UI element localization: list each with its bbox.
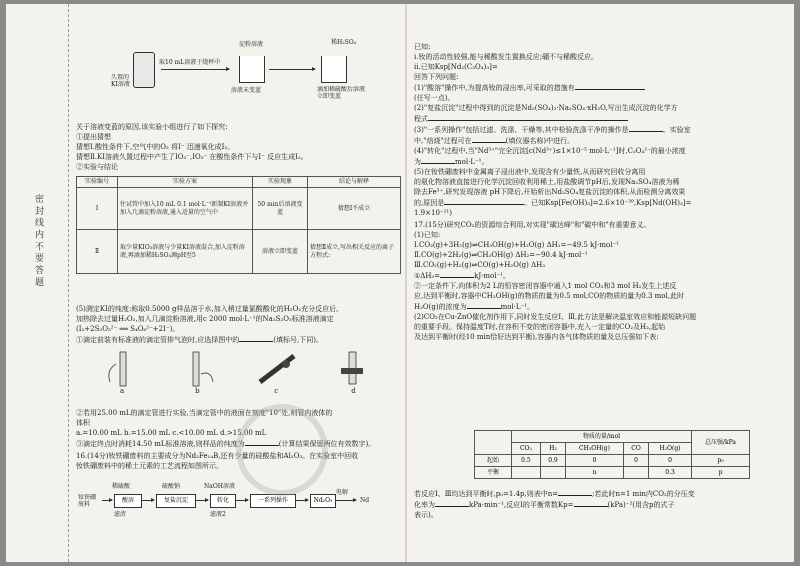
answer-blank[interactable] <box>575 82 645 90</box>
flow-step: 酸溶 <box>114 494 142 508</box>
text-line: (任写一点)。 <box>414 94 455 102</box>
arrow-icon <box>142 500 154 501</box>
burette-option-b <box>173 350 227 394</box>
flow-step: 转化 <box>210 494 236 508</box>
text-line: 的重要手段。保持温度T时,在容积不变的密闭容器中,充入一定量的CO₂及H₂,起始 <box>414 323 666 331</box>
text-line: (1)"酸溶"操作中,为提高钕的浸出率,可采取的措施有 <box>414 84 575 92</box>
watermark-icon <box>236 404 328 496</box>
beaker1-label: 溶液未变蓝 <box>231 87 262 94</box>
flow-feed: 钕铁硼废料 <box>78 494 97 508</box>
table-cell: 0 <box>649 455 692 467</box>
text-line: ⅰ.钕的活动性较强,能与稀酸发生置换反应;硼不与稀酸反应。 <box>414 53 599 61</box>
answer-blank[interactable] <box>444 197 524 205</box>
beaker2-label: 滴加稀硫酸后溶液立即变蓝 <box>317 86 365 100</box>
flow-reagent: 硫酸钠 <box>162 483 181 490</box>
table-header: H₂O(g) <box>649 443 692 455</box>
table-row <box>475 467 750 479</box>
table-cell <box>623 467 648 479</box>
table-cell: 溶液立即变蓝 <box>253 230 308 274</box>
table-cell: 0 <box>566 455 624 467</box>
table-cell: 往试管中加入10 mL 0.1 mol·L⁻¹新制KI溶液并加入几滴淀粉溶液,通入适量的空气中 <box>118 188 253 230</box>
table-cell: 0 <box>623 455 648 467</box>
table-row <box>475 455 750 467</box>
text-line: ②实验与结论 <box>76 163 118 171</box>
bottle-label: 久置的KI溶液 <box>111 74 130 88</box>
text-line: (填标号,下同)。 <box>273 336 323 344</box>
text-line: ①ΔH₃= <box>414 272 441 280</box>
text-line: ;若此时n=1 min内CO₂的分压变 <box>592 490 695 498</box>
question-16-cont <box>414 42 786 342</box>
table-cell: Ⅱ <box>77 230 118 274</box>
table-header: 总压强/kPa <box>691 431 749 455</box>
table-header: CO₂ <box>512 443 541 455</box>
text-line: 的氨化物溶液直接进行化学沉淀回收利用稀土,用盐酸调节pH后,发现Na₂SO₄溶液为稀 <box>414 178 680 186</box>
text-line: Ⅱ.CO(g)+2H₂(g)⇌CH₃OH(g) ΔH₂=−90.4 kJ·mol⁻¹ <box>414 251 588 259</box>
question-intro <box>76 122 401 172</box>
table-cell: p <box>691 467 749 479</box>
text-line: (计算结果保留两位有效数字)。 <box>278 440 376 448</box>
table-cell: 平衡 <box>475 467 512 479</box>
text-line: ①滴定前装有标准液的滴定管排气泡时,应选择图中的 <box>76 336 240 344</box>
table-cell: Ⅰ <box>77 188 118 230</box>
text-line: (4)"转化"过程中,当"Nd³⁺"完全沉淀[c(Nd³⁺)≤1×10⁻⁵ mol·L⁻¹]时,C₂O₄²⁻的最小浓度 <box>414 147 686 155</box>
text-line: 若反应Ⅰ、Ⅲ均达到平衡时,p₀=1.4p,则表中n= <box>414 490 559 498</box>
answer-blank[interactable] <box>428 113 628 121</box>
table-header: 实验编号 <box>77 177 118 188</box>
text-line: 。已知Ksp[Fe(OH)₃]=2.6×10⁻³⁹,Ksp[Nd(OH)₃]= <box>524 199 692 207</box>
text-line: (2)CO₂在Cu-ZnO催化剂作用下,同时发生反应Ⅰ、Ⅲ,此方法是解决温室效应和能源短缺问题 <box>414 313 697 321</box>
text-line: 猜想Ⅰ.酸性条件下,空气中的O₂ 将I⁻ 迅速氧化成I₂。 <box>76 143 235 151</box>
text-line: 应,达到平衡时,容器中CH₃OH(g)的物质的量为0.5 mol,CO的物质的量为0.3 mol,此时 <box>414 292 684 300</box>
arrow-icon <box>296 500 308 501</box>
burette-option-c <box>250 350 304 394</box>
seal-margin <box>6 4 69 562</box>
text-line: (2)"复盐沉淀"过程中得到的沉淀是Nd₂(SO₄)₃·Na₂SO₄·xH₂O,写出生成沉淀的化学方 <box>414 104 678 112</box>
option-label: a <box>120 387 125 395</box>
text-line: 除去Fe³⁺,研究发现溶液 pH下降后,开始析出Nd₂SO₄复盐沉淀的体积,从而检测分离效果 <box>414 188 686 196</box>
table-cell: 取少量KIO₃溶液与少量KI溶液混合,加入淀粉溶液,再滴加稀H₂SO₄调pH至5 <box>118 230 253 274</box>
equilibrium-table <box>474 430 750 479</box>
flow-residue: 滤渣 <box>114 511 127 518</box>
text-line: 钕铁硼废料中的稀土元素的工艺流程如图所示。 <box>76 462 223 470</box>
text-line: 体积 <box>76 419 90 427</box>
table-header-row <box>77 177 401 188</box>
text-line: 为 <box>414 158 421 166</box>
table-header: 实验现象 <box>253 177 308 188</box>
text-line: mol·L⁻¹。 <box>455 158 489 166</box>
burette-option-d <box>327 350 381 394</box>
arrow-icon <box>236 500 248 501</box>
text-line: 化率为 <box>414 501 435 509</box>
experiment-diagram <box>111 34 371 114</box>
option-label: c <box>274 387 279 395</box>
text-line: 关于溶液变蓝的原因,该实验小组进行了如下探究: <box>76 123 228 131</box>
answer-blank[interactable] <box>435 499 469 507</box>
beaker2-icon <box>321 56 347 83</box>
text-line: 1.9×10⁻²¹) <box>414 209 452 217</box>
text-line: a.=10.00 mL b.=15.00 mL c.<10.00 mL d.>15.00 mL <box>76 429 267 437</box>
table-cell <box>475 431 512 455</box>
table-cell: p₀ <box>691 455 749 467</box>
experiment-table <box>76 176 401 274</box>
text-line: ⅱ.已知Ksp[Nd₂(C₂O₄)₃]= <box>414 63 498 71</box>
text-line: 17.(15分)研究CO₂的资源综合利用,对实现"碳达峰"和"碳中和"有重要意义。 <box>414 221 651 229</box>
table-header: CO <box>623 443 648 455</box>
arrow-icon <box>102 500 112 501</box>
right-page <box>406 4 794 562</box>
text-line: (填仪器名称)中进行。 <box>505 137 575 145</box>
seal-text: 密 封 线 内 不 要 答 题 <box>33 194 43 287</box>
text-line: (I₂+2S₂O₃²⁻ ══ S₄O₆²⁻+2I⁻)。 <box>76 325 180 333</box>
table-header: CH₃OH(g) <box>566 443 624 455</box>
text-line: (5)测定KI的纯度:称取0.5000 g样品溶于水,加入稍过量氯酸酸化的H₂O₂充分反应后, <box>76 305 339 313</box>
option-label: d <box>351 387 356 395</box>
text-line: 表示)。 <box>414 511 438 519</box>
table-cell <box>540 467 565 479</box>
text-line: H₂O(g)的浓度为 <box>414 303 467 311</box>
arrow-icon <box>269 69 315 70</box>
text-line: Ⅲ.CO₂(g)+H₂(g)⇌CO(g)+H₂O(g) ΔH₃ <box>414 261 546 269</box>
flow-product: Nd₂O₃ <box>310 494 336 508</box>
text-line: 程式 <box>414 115 428 123</box>
reagent1-label: 淀粉溶液 <box>239 41 264 48</box>
table-header: 结论与解释 <box>308 177 401 188</box>
flow-residue: 滤液2 <box>210 511 226 518</box>
flow-electrolysis: 电解 <box>336 489 349 496</box>
table-header-row <box>475 431 750 443</box>
arrow-icon <box>196 500 208 501</box>
process-flow <box>76 480 401 520</box>
table-cell: 起始 <box>475 455 512 467</box>
text-line: (5)在钕铁硼废料中金属离子浸出液中,发现含有少量铁,从而研究回收分离用 <box>414 168 646 176</box>
answer-blank[interactable] <box>467 301 501 309</box>
answer-blank[interactable] <box>558 488 592 496</box>
arrow-icon <box>336 500 356 501</box>
table-cell: 猜想Ⅱ成立,写出相关反应的离子方程式: <box>308 230 401 274</box>
step1-label: 取10 mL溶液于烧杯中 <box>159 59 221 66</box>
text-line: ③滴定终点时消耗14.50 mL标准溶液,则样品的纯度为 <box>76 440 245 448</box>
flow-step: 一系列操作 <box>250 494 296 508</box>
table-header: 物质的量/mol <box>512 431 692 443</box>
table-cell: 50 min后溶液变蓝 <box>253 188 308 230</box>
text-line: 及达到平衡时(经10 min恰好达到平衡),容器内各气体物质的量及总压强如下表: <box>414 333 659 341</box>
table-cell <box>512 467 541 479</box>
flow-reagent: NaOH溶液 <box>204 483 235 490</box>
table-row <box>77 188 401 230</box>
text-line: (kPa)⁻²(用含p的式子 <box>607 501 675 509</box>
text-line: 猜想Ⅱ.KI溶液久置过程中产生了IO₃⁻,IO₃⁻ 在酸性条件下与I⁻ 反应生成I₂。 <box>76 153 308 161</box>
flow-step: 复盐沉淀 <box>156 494 196 508</box>
table-row <box>77 230 401 274</box>
text-line: (1)已知: <box>414 231 441 239</box>
option-label: b <box>195 387 200 395</box>
answer-blank[interactable] <box>574 499 608 507</box>
text-line: 的,原因是 <box>414 199 445 207</box>
answer-blank[interactable] <box>440 270 474 278</box>
table-cell: n <box>566 467 624 479</box>
answer-blank[interactable] <box>472 135 506 143</box>
burette-options <box>96 350 396 400</box>
text-line: 回答下列问题: <box>414 73 459 81</box>
exam-sheet <box>6 4 794 562</box>
text-line: 。实验室 <box>662 126 691 134</box>
text-line: ②若用25.00 mL的滴定管进行实验,当滴定管中的液面在刻度"10"处,则管内液体的 <box>76 409 333 417</box>
text-line: kJ·mol⁻¹。 <box>474 272 510 280</box>
left-page <box>6 4 406 562</box>
reagent-bottle-icon <box>133 52 155 88</box>
arrow-icon <box>161 69 229 70</box>
table-cell: 0.9 <box>540 455 565 467</box>
text-line: Ⅰ.CO₂(g)+3H₂(g)⇌CH₃OH(g)+H₂O(g) ΔH₁=−49.5 kJ·mol⁻¹ <box>414 241 619 249</box>
table-header: H₂ <box>540 443 565 455</box>
table-cell: 0.5 <box>512 455 541 467</box>
answer-blank[interactable] <box>239 334 273 342</box>
text-line: 加热除去过量H₂O₂,加入几滴淀粉溶液,用c 2000 mol·L⁻¹的Na₂S₂O₃标准溶液滴定 <box>76 315 334 323</box>
text-line: 中,"焙烧"过程可在 <box>414 137 472 145</box>
text-line: (3)"一系列操作"包括过滤、洗涤、干燥等,其中检验洗涤干净的操作是 <box>414 126 629 134</box>
answer-blank[interactable] <box>421 156 455 164</box>
text-line: 已知: <box>414 43 431 51</box>
beaker1-icon <box>239 56 265 83</box>
text-line: mol·L⁻¹。 <box>500 303 535 311</box>
table-header: 实验方案 <box>118 177 253 188</box>
table-cell: 0.3 <box>649 467 692 479</box>
text-line: ②一定条件下,向体积为2 L的恒容密闭容器中通入1 mol CO₂和3 mol H₂发生上述反 <box>414 282 677 290</box>
text-line: 16.(14分)钕铁硼废料的主要成分为Nd₂Fe₁₄B,还有少量的硅酸盐和Al₂O₃。在实验室中回收 <box>76 452 359 460</box>
flow-reagent: 稀硫酸 <box>112 483 131 490</box>
burette-option-a <box>96 350 150 394</box>
text-line: kPa·min⁻¹,反应Ⅰ的平衡常数Kp= <box>469 501 574 509</box>
table-cell: 猜想Ⅰ不成立 <box>308 188 401 230</box>
burette-b-icon <box>173 350 227 394</box>
text-line: ①提出猜想 <box>76 133 111 141</box>
flow-final: Nd <box>360 497 370 504</box>
reagent2-label: 稀H₂SO₄ <box>331 39 357 46</box>
question-17-cont <box>414 488 786 520</box>
answer-blank[interactable] <box>629 124 663 132</box>
question-part5 <box>76 304 401 345</box>
